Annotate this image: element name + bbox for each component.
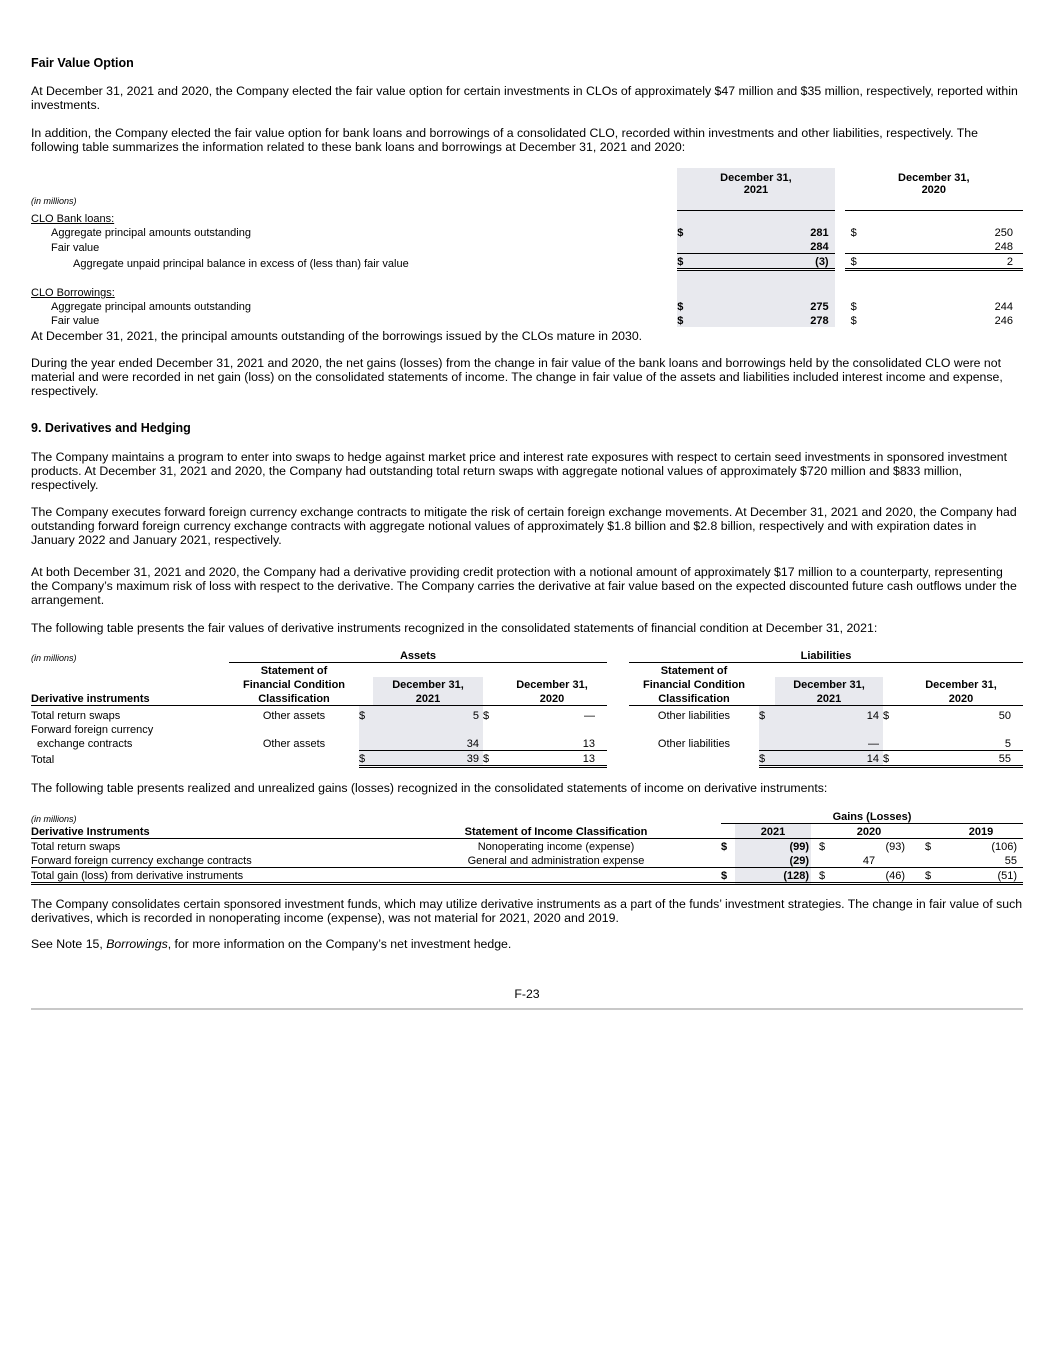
table-row: Total return swaps Nonoperating income (expense) $ (99) $ (93) $ (106) bbox=[31, 839, 1023, 854]
fvo-heading: Fair Value Option bbox=[31, 56, 134, 70]
gains-losses-header: Gains (Losses) bbox=[721, 809, 1023, 824]
table-row: Aggregate principal amounts outstanding $ 275 $ 244 bbox=[51, 301, 1013, 313]
fvo-paragraph-2: In addition, the Company elected the fair value option for bank loans and borrowings of a consolidated CLO, recorded within investments and other liabilities, respectively. The following table summarizes the information related to these bank loans and borrowings at December 31, 2021 and 2020: bbox=[31, 126, 978, 154]
table-row: Fair value $ 278 $ 246 bbox=[51, 315, 1013, 327]
liabilities-header: Liabilities bbox=[629, 648, 1023, 663]
deriv-paragraph-6: The Company consolidates certain sponsored investment funds, which may utilize derivative instruments as a part of the funds’ investment strategies. The change in fair value of such derivatives, which is recorded in nonoperating income (expense), was not material for 2021, 2020 and 2019. bbox=[31, 897, 1023, 925]
assets-header: Assets bbox=[229, 648, 607, 663]
table-row: exchange contracts Other assets 34 13 Other liabilities — 5 bbox=[31, 736, 1023, 751]
table-row: Aggregate unpaid principal balance in excess of (less than) fair value $ (3) $ 2 bbox=[31, 254, 1023, 270]
deriv-paragraph-4: The following table presents the fair values of derivative instruments recognized in the consolidated statements of financial condition at December 31, 2021: bbox=[31, 621, 878, 635]
derivative-gains-losses-table: (in millions) Gains (Losses) Derivative Instruments Statement of Income Classification 2021 2020 2019 Total return swaps Nonoperating income (expense) $ (99) $ (93) $ (106) Forward foreign currency exchange contracts General and administration expense (29) 47 55 Total gain (loss) from derivative instruments $ (128) $ (46) $ (51) bbox=[31, 809, 1023, 885]
table-row: Forward foreign currency exchange contracts General and administration expense (29) 47 55 bbox=[31, 853, 1023, 868]
col-header-dec-2021: December 31, 2021 bbox=[720, 172, 792, 196]
deriv-paragraph-5: The following table presents realized and unrealized gains (losses) recognized in the consolidated statements of income on derivative instruments: bbox=[31, 781, 828, 795]
col-header-dec-2020: December 31, 2020 bbox=[898, 172, 970, 196]
table-row: Total return swaps Other assets $ 5 $ — Other liabilities $ 14 $ 50 bbox=[31, 706, 1023, 722]
table-row: Fair value 284 248 bbox=[31, 239, 1023, 254]
table-row: Total $ 39 $ 13 $ 14 $ 55 bbox=[31, 750, 1023, 766]
deriv-paragraph-3: At both December 31, 2021 and 2020, the Company had a derivative providing credit protection with a notional amount of approximately $17 million to a counterparty, representing the Company’s maximum risk of loss with respect to the derivative. The Company carries the derivative at fair value based on the expected discounted future cash outflows under the arrangement. bbox=[31, 565, 1017, 607]
clo-bank-loans-label: CLO Bank loans: bbox=[31, 213, 115, 225]
clo-fair-value-table bbox=[31, 168, 1023, 327]
col-header-instrument: Derivative instruments bbox=[31, 691, 229, 706]
borrowings-note-reference: Borrowings bbox=[106, 937, 168, 951]
units-label: (in millions) bbox=[31, 196, 77, 206]
fvo-paragraph-3: At December 31, 2021, the principal amounts outstanding of the borrowings issued by the CLOs mature in 2030. bbox=[31, 329, 643, 343]
fvo-paragraph-4: During the year ended December 31, 2021 and 2020, the net gains (losses) from the change in fair value of the bank loans and borrowings held by the consolidated CLO were not material and were recorded in net gain (loss) on the consolidated statements of income. The change in fair value of the assets and liabilities included interest income and expense, respectively. bbox=[31, 356, 1003, 398]
clo-borrowings-label: CLO Borrowings: bbox=[31, 287, 115, 299]
page-number: F-23 bbox=[514, 987, 540, 1001]
derivatives-heading: 9. Derivatives and Hedging bbox=[31, 421, 191, 435]
table-row: Aggregate principal amounts outstanding $ 281 $ 250 bbox=[51, 227, 1013, 239]
deriv-paragraph-1: The Company maintains a program to enter into swaps to hedge against market price and interest rate exposures with respect to certain seed investments in sponsored investment products. At December 31, 2021 and 2020, the Company had outstanding total return swaps with aggregate notional values of approximately $720 million and $833 million, respectively. bbox=[31, 450, 1008, 492]
deriv-paragraph-7: See Note 15, Borrowings, for more information on the Company’s net investment hedge. bbox=[31, 937, 512, 951]
derivative-fair-value-table: (in millions) Assets Liabilities Statement of Statement of Financial Condition December 31, December 31, Financial Condition December 31, December 31, Derivative instruments Classification 2021 2020 Classification 2021 2020 Total return swaps Other assets $ 5 $ — Other liabilities $ 14 $ 50 Forward foreign currency exchange contracts Other assets 34 13 Other liabilities — 5 Total $ 39 $ 13 $ 14 $ 55 bbox=[31, 648, 1023, 768]
fvo-paragraph-1: At December 31, 2021 and 2020, the Company elected the fair value option for certain investments in CLOs of approximately $47 million and $35 million, respectively, reported within investments. bbox=[31, 84, 1018, 112]
deriv-paragraph-2: The Company executes forward foreign currency exchange contracts to mitigate the risk of certain foreign exchange movements. At December 31, 2021 and 2020, the Company had outstanding forward foreign currency exchange contracts with aggregate notional values of approximately $1.8 billion and $2.8 billion, respectively and with expiration dates in January 2022 and January 2021, respectively. bbox=[31, 505, 1017, 547]
table-row: Total gain (loss) from derivative instruments $ (128) $ (46) $ (51) bbox=[31, 868, 1023, 884]
footer-divider bbox=[31, 1008, 1023, 1010]
